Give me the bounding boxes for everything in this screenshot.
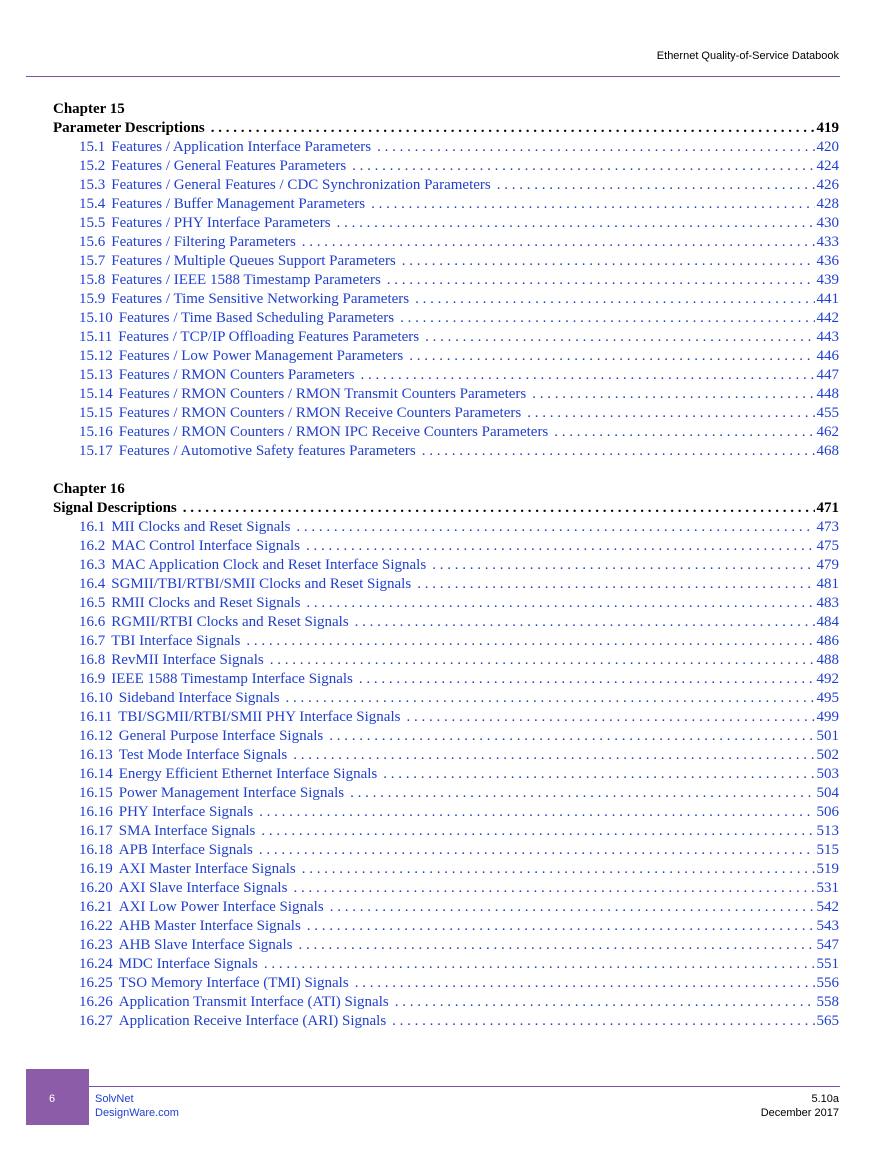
toc-entry-text: Features / Filtering Parameters [111, 234, 296, 250]
toc-entry-title [79, 860, 296, 879]
toc-entry-page: 565 [816, 1013, 839, 1029]
chapter-label: Chapter 15 [53, 101, 125, 117]
toc-entry-row[interactable] [53, 442, 839, 461]
toc-entry-number: 15.9 [79, 291, 106, 307]
toc-entry-title [79, 404, 521, 423]
toc-entry-text: MAC Application Clock and Reset Interface Signals [111, 557, 427, 573]
footer-page-number: 6 [48, 1093, 56, 1105]
toc-entry-text: TBI Interface Signals [111, 633, 241, 649]
toc-entry-row[interactable] [53, 309, 839, 328]
toc-entry-text: Test Mode Interface Signals [118, 747, 288, 763]
toc-entry-title [79, 689, 280, 708]
toc-entry-page: 483 [816, 595, 839, 611]
toc-entry-number: 16.19 [79, 861, 113, 877]
toc-entry-text: AHB Slave Interface Signals [118, 937, 293, 953]
dot-leader [307, 917, 815, 936]
toc-entry-row[interactable] [53, 157, 839, 176]
toc-entry-row[interactable] [53, 518, 839, 537]
toc-entry-number: 16.15 [79, 785, 113, 801]
toc-entry-page: 424 [816, 158, 839, 174]
toc-entry-number: 16.24 [79, 956, 113, 972]
toc-entry-number: 15.16 [79, 424, 113, 440]
toc-entry-row[interactable] [53, 651, 839, 670]
toc-entry-text: Features / TCP/IP Offloading Features Parameters [118, 329, 420, 345]
toc-entry-page: 441 [816, 291, 839, 307]
dot-leader [527, 404, 814, 423]
footer-page-block [26, 1069, 89, 1125]
toc-entry-text: RMII Clocks and Reset Signals [111, 595, 301, 611]
dot-leader [532, 385, 814, 404]
toc-entry-number: 16.18 [79, 842, 113, 858]
toc-chapter-16 [53, 480, 839, 1031]
dot-leader [497, 176, 815, 195]
toc-entry-text: Features / General Features Parameters [111, 158, 347, 174]
toc-entry-page: 439 [816, 272, 839, 288]
toc-entry-text: Application Transmit Interface (ATI) Signals [118, 994, 389, 1010]
toc-entry-page: 513 [816, 823, 839, 839]
toc-entry-page: 504 [816, 785, 839, 801]
toc-entry-text: MDC Interface Signals [118, 956, 258, 972]
toc-entry-text: Features / RMON Counters / RMON Transmit Counters Parameters [118, 386, 527, 402]
toc-entry-number: 16.23 [79, 937, 113, 953]
toc-entry-row[interactable] [53, 195, 839, 214]
dot-leader [415, 290, 814, 309]
dot-leader [359, 670, 815, 689]
toc-entry-page: 488 [816, 652, 839, 668]
toc-entry-number: 16.27 [79, 1013, 113, 1029]
toc-entry-row[interactable] [53, 822, 839, 841]
toc-entry-title [79, 328, 419, 347]
toc-entry-number: 15.7 [79, 253, 106, 269]
toc-entry-title [79, 784, 344, 803]
toc-entry-number: 16.5 [79, 595, 106, 611]
toc-entry-page: 547 [816, 937, 839, 953]
dot-leader [377, 138, 814, 157]
toc-entry-text: AXI Slave Interface Signals [118, 880, 288, 896]
dot-leader [259, 841, 815, 860]
toc-entry-page: 446 [816, 348, 839, 364]
toc-entry-title [79, 993, 389, 1012]
toc-entry-row[interactable] [53, 252, 839, 271]
toc-entry-title [79, 917, 301, 936]
toc-entry-title [79, 594, 300, 613]
toc-entry-number: 16.1 [79, 519, 106, 535]
toc-entry-title [79, 841, 253, 860]
toc-entry-page: 484 [816, 614, 839, 630]
toc-entry-number: 16.25 [79, 975, 113, 991]
toc-entry-row[interactable] [53, 404, 839, 423]
dot-leader [337, 214, 815, 233]
footer-version-info [761, 1092, 839, 1120]
dot-leader [395, 993, 815, 1012]
toc-entry-text: TBI/SGMII/RTBI/SMII PHY Interface Signals [118, 709, 401, 725]
toc-entry-number: 15.14 [79, 386, 113, 402]
toc-entry-title [79, 271, 381, 290]
dot-leader [371, 195, 814, 214]
toc-entry-title [79, 936, 292, 955]
toc-entry-row[interactable] [53, 385, 839, 404]
toc-entry-text: RevMII Interface Signals [111, 652, 264, 668]
dot-leader [402, 252, 815, 271]
toc-entry-number: 15.10 [79, 310, 113, 326]
dot-leader [409, 347, 814, 366]
toc-entry-number: 16.4 [79, 576, 106, 592]
toc-entry-text: Features / RMON Counters / RMON Receive Counters Parameters [118, 405, 522, 421]
toc-entry-title [79, 727, 323, 746]
toc-entry-page: 462 [816, 424, 839, 440]
toc-entry-number: 16.12 [79, 728, 113, 744]
toc-entry-number: 16.22 [79, 918, 113, 934]
toc-entry-number: 15.17 [79, 443, 113, 459]
toc-entry-title [79, 195, 365, 214]
toc-entry-text: RGMII/RTBI Clocks and Reset Signals [111, 614, 349, 630]
toc-entry-row[interactable] [53, 632, 839, 651]
toc-entry-text: Power Management Interface Signals [118, 785, 345, 801]
chapter-title: Parameter Descriptions [53, 120, 205, 136]
toc-entry-page: 542 [816, 899, 839, 915]
toc-entry-page: 486 [816, 633, 839, 649]
toc-entry-row[interactable] [53, 214, 839, 233]
toc-entry-row[interactable] [53, 423, 839, 442]
toc-entry-title [79, 556, 426, 575]
toc-entry-row[interactable] [53, 727, 839, 746]
toc-entry-text: AHB Master Interface Signals [118, 918, 301, 934]
toc-entry-text: Features / RMON Counters Parameters [118, 367, 355, 383]
toc-entry-number: 16.26 [79, 994, 113, 1010]
toc-entry-title [79, 290, 409, 309]
dot-leader [259, 803, 814, 822]
header-rule [26, 76, 840, 77]
dot-leader [383, 765, 814, 784]
toc-entry-page: 426 [816, 177, 839, 193]
toc-entry-text: PHY Interface Signals [118, 804, 254, 820]
toc-entry-number: 16.11 [79, 709, 113, 725]
dot-leader [264, 955, 815, 974]
dot-leader [352, 157, 814, 176]
toc-entry-row[interactable] [53, 290, 839, 309]
toc-entry-row[interactable] [53, 936, 839, 955]
toc-entry-row[interactable] [53, 955, 839, 974]
toc-entry-row[interactable] [53, 138, 839, 157]
toc-entry-title [79, 138, 371, 157]
toc-entry-number: 15.11 [79, 329, 113, 345]
solvnet-link[interactable]: SolvNet [95, 1093, 134, 1105]
toc-entry-page: 558 [816, 994, 839, 1010]
toc-entry-row[interactable] [53, 670, 839, 689]
toc-entry-title [79, 423, 548, 442]
toc-entry-title [79, 632, 240, 651]
toc-entry-page: 506 [816, 804, 839, 820]
toc-entry-page: 436 [816, 253, 839, 269]
toc-entry-number: 15.12 [79, 348, 113, 364]
toc-entry-text: Features / Time Sensitive Networking Parameters [111, 291, 410, 307]
footer-rule [89, 1086, 840, 1087]
toc-entry-text: Features / Low Power Management Parameters [118, 348, 404, 364]
toc-entry-title [79, 252, 396, 271]
toc-entry-page: 428 [816, 196, 839, 212]
toc-entry-number: 16.2 [79, 538, 106, 554]
toc-entry-page: 515 [816, 842, 839, 858]
dot-leader [293, 879, 814, 898]
footer-links [95, 1092, 179, 1120]
toc-entry-row[interactable] [53, 708, 839, 727]
toc-entry-row[interactable] [53, 689, 839, 708]
toc-entry-title [79, 214, 331, 233]
toc-entry-page: 430 [816, 215, 839, 231]
dot-leader [329, 727, 814, 746]
toc-entry-row[interactable] [53, 613, 839, 632]
toc-entry-page: 455 [816, 405, 839, 421]
toc-entry-row[interactable] [53, 556, 839, 575]
toc-entry-title [79, 537, 300, 556]
dot-leader [425, 328, 814, 347]
running-header-title: Ethernet Quality-of-Service Databook [656, 50, 839, 62]
toc-entry-row[interactable] [53, 993, 839, 1012]
toc-entry-text: Features / PHY Interface Parameters [111, 215, 331, 231]
toc-entry-title [79, 442, 416, 461]
toc-entry-title [79, 898, 324, 917]
toc-entry-row[interactable] [53, 841, 839, 860]
toc-entry-number: 16.3 [79, 557, 106, 573]
toc-entry-row[interactable] [53, 176, 839, 195]
toc-entry-title [79, 670, 353, 689]
toc-chapter-row[interactable] [53, 119, 839, 138]
toc-entry-page: 475 [816, 538, 839, 554]
toc-entry-text: Energy Efficient Ethernet Interface Signals [118, 766, 378, 782]
dot-leader [422, 442, 815, 461]
toc-entry-text: Features / IEEE 1588 Timestamp Parameters [111, 272, 381, 288]
toc-entry-page: 468 [816, 443, 839, 459]
toc-entry-text: SGMII/TBI/RTBI/SMII Clocks and Reset Signals [111, 576, 412, 592]
toc-entry-number: 15.8 [79, 272, 106, 288]
toc-entry-row[interactable] [53, 765, 839, 784]
dot-leader [306, 537, 815, 556]
toc-entry-title [79, 176, 491, 195]
toc-entry-page: 551 [816, 956, 839, 972]
dot-leader [302, 233, 815, 252]
toc-entry-text: IEEE 1588 Timestamp Interface Signals [111, 671, 353, 687]
dot-leader [554, 423, 814, 442]
footer-version: 5.10a [811, 1093, 839, 1105]
toc-entry-title [79, 974, 349, 993]
toc-entry-page: 499 [816, 709, 839, 725]
toc-entry-title [79, 746, 287, 765]
dot-leader [355, 613, 815, 632]
toc-entry-row[interactable] [53, 537, 839, 556]
chapter-page: 471 [816, 500, 839, 516]
toc-entry-number: 16.9 [79, 671, 106, 687]
chapter-title: Signal Descriptions [53, 500, 177, 516]
dot-leader [417, 575, 814, 594]
toc-entry-row[interactable] [53, 271, 839, 290]
dot-leader [330, 898, 815, 917]
dot-leader [361, 366, 815, 385]
toc-entry-page: 433 [816, 234, 839, 250]
toc-entry-page: 442 [816, 310, 839, 326]
toc-entry-text: Features / Automotive Safety features Parameters [118, 443, 416, 459]
toc-entry-text: AXI Master Interface Signals [118, 861, 296, 877]
toc-entry-text: Features / RMON Counters / RMON IPC Receive Counters Parameters [118, 424, 549, 440]
toc-entry-text: MAC Control Interface Signals [111, 538, 300, 554]
toc-entry-text: Application Receive Interface (ARI) Signals [118, 1013, 387, 1029]
toc-entry-number: 16.7 [79, 633, 106, 649]
toc-entry-title [79, 765, 377, 784]
toc-entry-title [79, 1012, 386, 1031]
toc-entry-title [79, 708, 400, 727]
toc-entry-number: 15.4 [79, 196, 106, 212]
toc-entry-number: 16.17 [79, 823, 113, 839]
dot-leader [270, 651, 815, 670]
dot-leader [400, 309, 814, 328]
footer-date: December 2017 [760, 1107, 839, 1119]
toc-entry-row[interactable] [53, 347, 839, 366]
toc-entry-row[interactable] [53, 746, 839, 765]
toc-entry-page: 443 [816, 329, 839, 345]
dot-leader [406, 708, 814, 727]
toc-entry-title [79, 347, 403, 366]
toc-entry-number: 16.10 [79, 690, 113, 706]
toc-entry-title [79, 233, 296, 252]
toc-entry-number: 15.2 [79, 158, 106, 174]
dot-leader [296, 518, 814, 537]
toc-entry-text: TSO Memory Interface (TMI) Signals [118, 975, 349, 991]
toc-entry-row[interactable] [53, 860, 839, 879]
toc-entry-text: SMA Interface Signals [118, 823, 256, 839]
toc-chapter-15 [53, 100, 839, 461]
toc-chapter-row[interactable] [53, 499, 839, 518]
toc-entry-row[interactable] [53, 917, 839, 936]
toc-entry-page: 556 [816, 975, 839, 991]
toc-entry-title [79, 803, 253, 822]
toc-entry-row[interactable] [53, 366, 839, 385]
toc-entry-title [79, 157, 346, 176]
toc-entry-page: 447 [816, 367, 839, 383]
toc-entry-title [79, 575, 411, 594]
toc-entry-title [79, 651, 264, 670]
toc-entry-text: Features / Time Based Scheduling Parameters [118, 310, 395, 326]
toc-entry-page: 479 [816, 557, 839, 573]
toc-entry-title [79, 385, 526, 404]
dot-leader [355, 974, 815, 993]
toc-entry-number: 16.21 [79, 899, 113, 915]
toc-entry-row[interactable] [53, 974, 839, 993]
dot-leader [350, 784, 814, 803]
toc-entry-row[interactable] [53, 1012, 839, 1031]
toc-entry-title [79, 955, 258, 974]
dot-leader [392, 1012, 814, 1031]
toc-entry-title [79, 309, 394, 328]
toc-entry-title [79, 879, 287, 898]
dot-leader [432, 556, 814, 575]
chapter-page: 419 [816, 120, 839, 136]
dot-leader [246, 632, 814, 651]
toc-entry-row[interactable] [53, 898, 839, 917]
dot-leader [183, 499, 815, 518]
dot-leader [387, 271, 815, 290]
toc-entry-page: 531 [816, 880, 839, 896]
toc-entry-number: 15.15 [79, 405, 113, 421]
toc-entry-number: 16.14 [79, 766, 113, 782]
toc-entry-row[interactable] [53, 803, 839, 822]
toc-entry-number: 16.6 [79, 614, 106, 630]
toc-entry-page: 448 [816, 386, 839, 402]
toc-entry-page: 492 [816, 671, 839, 687]
toc-entry-page: 501 [816, 728, 839, 744]
toc-entry-title [79, 822, 255, 841]
dot-leader [211, 119, 815, 138]
toc-entry-row[interactable] [53, 879, 839, 898]
toc-entry-number: 16.8 [79, 652, 106, 668]
toc-entry-text: APB Interface Signals [118, 842, 253, 858]
dot-leader [261, 822, 814, 841]
chapter-label: Chapter 16 [53, 481, 125, 497]
toc-entry-page: 473 [816, 519, 839, 535]
dot-leader [298, 936, 814, 955]
toc-entry-page: 495 [816, 690, 839, 706]
dot-leader [302, 860, 815, 879]
toc-entry-row[interactable] [53, 594, 839, 613]
toc-entry-page: 420 [816, 139, 839, 155]
toc-entry-row[interactable] [53, 328, 839, 347]
toc-entry-text: Sideband Interface Signals [118, 690, 280, 706]
toc-entry-text: Features / Multiple Queues Support Parameters [111, 253, 396, 269]
toc-entry-text: AXI Low Power Interface Signals [118, 899, 324, 915]
toc-entry-page: 502 [816, 747, 839, 763]
toc-entry-number: 15.6 [79, 234, 106, 250]
toc-entry-text: Features / Buffer Management Parameters [111, 196, 366, 212]
toc-entry-text: Features / Application Interface Parameters [111, 139, 372, 155]
toc-entry-number: 16.13 [79, 747, 113, 763]
toc-entry-title [79, 518, 290, 537]
toc-entry-number: 16.20 [79, 880, 113, 896]
dot-leader [293, 746, 814, 765]
toc-entry-row[interactable] [53, 233, 839, 252]
toc-entry-number: 15.1 [79, 139, 106, 155]
toc-entry-row[interactable] [53, 784, 839, 803]
toc-entry-title [79, 366, 355, 385]
toc-entry-page: 543 [816, 918, 839, 934]
toc-entry-number: 16.16 [79, 804, 113, 820]
toc-entry-text: General Purpose Interface Signals [118, 728, 324, 744]
toc-entry-title [79, 613, 349, 632]
toc-entry-number: 15.5 [79, 215, 106, 231]
toc-entry-number: 15.3 [79, 177, 106, 193]
toc-entry-row[interactable] [53, 575, 839, 594]
toc-entry-text: Features / General Features / CDC Synchronization Parameters [111, 177, 491, 193]
dot-leader [286, 689, 815, 708]
toc-entry-page: 481 [816, 576, 839, 592]
designware-link[interactable]: DesignWare.com [95, 1107, 179, 1119]
toc-entry-text: MII Clocks and Reset Signals [111, 519, 291, 535]
toc-entry-page: 503 [816, 766, 839, 782]
toc-entry-number: 15.13 [79, 367, 113, 383]
toc-entry-page: 519 [816, 861, 839, 877]
dot-leader [306, 594, 814, 613]
